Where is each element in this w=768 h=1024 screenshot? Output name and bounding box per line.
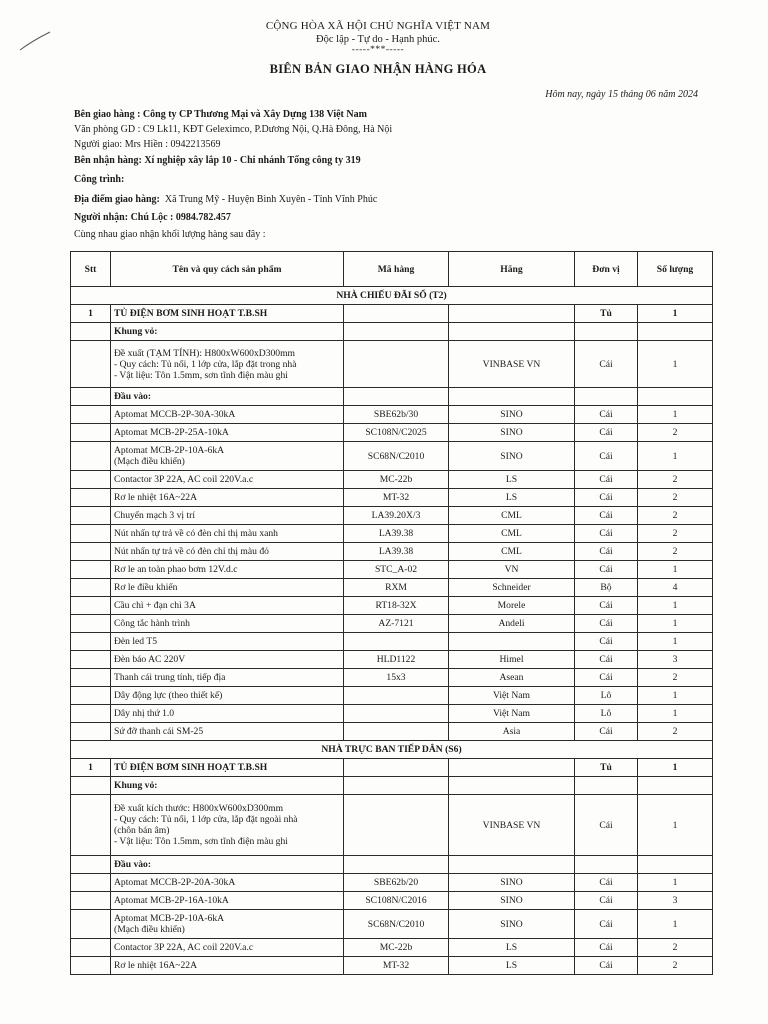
code-cell: SC68N/C2010 (344, 910, 449, 939)
panel-name: TỦ ĐIỆN BƠM SINH HOẠT T.B.SH (111, 759, 344, 777)
brand-cell: CML (449, 525, 575, 543)
stt-cell (71, 597, 111, 615)
unit-cell: Cái (575, 525, 638, 543)
code-cell: SC108N/C2016 (344, 892, 449, 910)
qty-cell (638, 388, 713, 406)
code-cell: SBE62b/20 (344, 874, 449, 892)
stt-cell (71, 723, 111, 741)
stt-cell (71, 669, 111, 687)
brand-cell: LS (449, 957, 575, 975)
receiver-value: Chú Lộc : 0984.782.457 (130, 212, 231, 223)
product-name: Nút nhấn tự trả về có đèn chỉ thị màu đỏ (111, 543, 344, 561)
unit-cell (575, 777, 638, 795)
separator: -----***----- (351, 45, 405, 55)
brand-cell: SINO (449, 910, 575, 939)
unit-cell: Cái (575, 939, 638, 957)
unit-cell: Lô (575, 705, 638, 723)
unit-cell: Cái (575, 651, 638, 669)
group-row (71, 323, 713, 341)
stt-cell (71, 323, 111, 341)
unit-cell: Cái (575, 910, 638, 939)
table-row (71, 489, 713, 507)
document-date: Hôm nay, ngày 15 tháng 06 năm 2024 (545, 89, 698, 100)
code-cell: LA39.20X/3 (344, 507, 449, 525)
qty-cell: 1 (638, 341, 713, 388)
code-cell: MC-22b (344, 471, 449, 489)
stt-cell (71, 388, 111, 406)
unit-cell: Tủ (575, 305, 638, 323)
stt-cell (71, 525, 111, 543)
qty-cell: 1 (638, 687, 713, 705)
table-row (71, 507, 713, 525)
brand-cell: LS (449, 471, 575, 489)
table-row (71, 892, 713, 910)
panel-row (71, 759, 713, 777)
deliverer-line: Người giao: Mrs Hiền : 0942213569 (74, 139, 221, 150)
stt-cell (71, 615, 111, 633)
qty-cell: 2 (638, 543, 713, 561)
table-row (71, 957, 713, 975)
header-qty: Số lượng (638, 252, 713, 287)
code-cell: HLD1122 (344, 651, 449, 669)
stt-cell (71, 489, 111, 507)
table-header-row (71, 252, 713, 287)
qty-cell: 1 (638, 633, 713, 651)
brand-cell: LS (449, 489, 575, 507)
qty-cell: 3 (638, 892, 713, 910)
code-cell (344, 305, 449, 323)
qty-cell: 1 (638, 705, 713, 723)
unit-cell: Cái (575, 543, 638, 561)
qty-cell: 3 (638, 651, 713, 669)
project-line: Công trình: (74, 174, 125, 185)
table-row (71, 525, 713, 543)
unit-cell: Cái (575, 633, 638, 651)
unit-cell: Cái (575, 424, 638, 442)
qty-cell: 2 (638, 424, 713, 442)
table-row (71, 705, 713, 723)
code-cell (344, 795, 449, 856)
buyer-line: Bên nhận hàng: Xí nghiệp xây lắp 10 - Chi nhánh Tổng công ty 319 (74, 155, 361, 166)
table-row (71, 669, 713, 687)
unit-cell: Cái (575, 615, 638, 633)
brand-cell: Andeli (449, 615, 575, 633)
unit-cell (575, 856, 638, 874)
brand-cell: SINO (449, 442, 575, 471)
table-row (71, 633, 713, 651)
unit-cell: Cái (575, 341, 638, 388)
goods-table (70, 251, 713, 975)
unit-cell: Cái (575, 489, 638, 507)
brand-cell: LS (449, 939, 575, 957)
qty-cell: 1 (638, 305, 713, 323)
product-name: Rơ le nhiệt 16A~22A (111, 489, 344, 507)
stt-cell: 1 (71, 759, 111, 777)
code-cell: LA39.38 (344, 543, 449, 561)
qty-cell: 1 (638, 406, 713, 424)
document-title: BIÊN BẢN GIAO NHẬN HÀNG HÓA (269, 62, 487, 76)
brand-cell (449, 856, 575, 874)
qty-cell: 2 (638, 939, 713, 957)
brand-cell: Morele (449, 597, 575, 615)
receiver-line: Người nhận: Chú Lộc : 0984.782.457 (74, 212, 231, 223)
product-name: Công tắc hành trình (111, 615, 344, 633)
code-cell: MT-32 (344, 957, 449, 975)
stt-cell (71, 471, 111, 489)
shell-spec: Đề xuất kích thước: H800xW600xD300mm - Quy cách: Tủ nổi, 1 lớp cửa, lắp đặt ngoài nhà (chôn bán âm) - Vật liệu: Tôn 1.5mm, sơn tĩnh điện màu ghi (111, 795, 344, 856)
brand-cell (449, 777, 575, 795)
product-name: Aptomat MCCB-2P-30A-30kA (111, 406, 344, 424)
product-name: Aptomat MCB-2P-25A-10kA (111, 424, 344, 442)
table-row (71, 939, 713, 957)
product-name: Rơ le nhiệt 16A~22A (111, 957, 344, 975)
qty-cell: 1 (638, 615, 713, 633)
brand-cell: Schneider (449, 579, 575, 597)
brand-cell (449, 759, 575, 777)
qty-cell: 1 (638, 442, 713, 471)
unit-cell: Cái (575, 669, 638, 687)
code-cell: RXM (344, 579, 449, 597)
unit-cell (575, 388, 638, 406)
stt-cell (71, 406, 111, 424)
seller-line: Bên giao hàng : Công ty CP Thương Mại và Xây Dựng 138 Việt Nam (74, 109, 367, 120)
brand-cell (449, 388, 575, 406)
group-label: Đầu vào: (111, 388, 344, 406)
table-body (71, 287, 713, 975)
stt-cell (71, 543, 111, 561)
group-row (71, 856, 713, 874)
product-name: Rơ le điều khiển (111, 579, 344, 597)
qty-cell: 2 (638, 957, 713, 975)
brand-cell: SINO (449, 874, 575, 892)
qty-cell (638, 856, 713, 874)
stt-cell (71, 910, 111, 939)
stt-cell (71, 795, 111, 856)
group-label: Đầu vào: (111, 856, 344, 874)
stt-cell (71, 579, 111, 597)
code-cell: RT18-32X (344, 597, 449, 615)
intro-line: Cùng nhau giao nhận khối lượng hàng sau đây : (74, 229, 266, 240)
shell-spec-row (71, 341, 713, 388)
product-name: Aptomat MCB-2P-10A-6kA (Mạch điều khiển) (111, 910, 344, 939)
brand-cell: CML (449, 507, 575, 525)
code-cell (344, 633, 449, 651)
code-cell (344, 723, 449, 741)
brand-cell: SINO (449, 892, 575, 910)
product-name: Aptomat MCCB-2P-20A-30kA (111, 874, 344, 892)
header-stt: Stt (71, 252, 111, 287)
brand-cell: Việt Nam (449, 705, 575, 723)
unit-cell: Cái (575, 795, 638, 856)
product-name: Đèn báo AC 220V (111, 651, 344, 669)
table-row (71, 651, 713, 669)
table-row (71, 615, 713, 633)
qty-cell: 1 (638, 795, 713, 856)
qty-cell (638, 323, 713, 341)
code-cell (344, 777, 449, 795)
seller-name: Công ty CP Thương Mại và Xây Dựng 138 Việt Nam (142, 109, 367, 120)
product-name: Contactor 3P 22A, AC coil 220V.a.c (111, 471, 344, 489)
brand-cell (449, 305, 575, 323)
product-name: Dây nhị thứ 1.0 (111, 705, 344, 723)
stt-cell: 1 (71, 305, 111, 323)
code-cell: MT-32 (344, 489, 449, 507)
qty-cell: 1 (638, 874, 713, 892)
stt-cell (71, 705, 111, 723)
qty-cell: 2 (638, 507, 713, 525)
table-row (71, 442, 713, 471)
unit-cell: Cái (575, 874, 638, 892)
stt-cell (71, 424, 111, 442)
product-name: Chuyển mạch 3 vị trí (111, 507, 344, 525)
qty-cell: 1 (638, 759, 713, 777)
code-cell: SC108N/C2025 (344, 424, 449, 442)
section-title: NHÀ CHIẾU ĐÃI SỐ (T2) (71, 287, 713, 305)
stt-cell (71, 651, 111, 669)
group-label: Khung vỏ: (111, 323, 344, 341)
brand-cell: VINBASE VN (449, 795, 575, 856)
country-heading: CỘNG HÒA XÃ HỘI CHỦ NGHĨA VIỆT NAM (265, 20, 491, 32)
office-line: Văn phòng GD : C9 Lk11, KĐT Geleximco, P.Dương Nội, Q.Hà Đông, Hà Nội (74, 124, 393, 135)
section-title-row (71, 741, 713, 759)
brand-cell: Việt Nam (449, 687, 575, 705)
stt-cell (71, 561, 111, 579)
table-row (71, 579, 713, 597)
table-row (71, 910, 713, 939)
table-row (71, 471, 713, 489)
header-code: Mã hàng (344, 252, 449, 287)
header-product: Tên và quy cách sản phẩm (111, 252, 344, 287)
code-cell: LA39.38 (344, 525, 449, 543)
unit-cell (575, 323, 638, 341)
table-row (71, 874, 713, 892)
qty-cell: 2 (638, 489, 713, 507)
stt-cell (71, 856, 111, 874)
table-row (71, 597, 713, 615)
qty-cell: 4 (638, 579, 713, 597)
unit-cell: Lô (575, 687, 638, 705)
product-name: Đèn led T5 (111, 633, 344, 651)
unit-cell: Cái (575, 406, 638, 424)
stt-cell (71, 687, 111, 705)
table-row (71, 687, 713, 705)
stt-cell (71, 957, 111, 975)
stt-cell (71, 892, 111, 910)
qty-cell: 2 (638, 471, 713, 489)
product-name: Thanh cái trung tính, tiếp địa (111, 669, 344, 687)
unit-cell: Cái (575, 561, 638, 579)
header-unit: Đơn vị (575, 252, 638, 287)
unit-cell: Cái (575, 723, 638, 741)
stt-cell (71, 874, 111, 892)
unit-cell: Cái (575, 597, 638, 615)
table-row (71, 406, 713, 424)
buyer-name: Xí nghiệp xây lắp 10 - Chi nhánh Tổng công ty 319 (144, 155, 361, 166)
code-cell: SBE62b/30 (344, 406, 449, 424)
brand-cell: VN (449, 561, 575, 579)
table-row (71, 561, 713, 579)
brand-cell (449, 323, 575, 341)
brand-cell: Asia (449, 723, 575, 741)
product-name: Aptomat MCB-2P-10A-6kA (Mạch điều khiển) (111, 442, 344, 471)
product-name: Dây động lực (theo thiết kế) (111, 687, 344, 705)
product-name: Cầu chì + đạn chì 3A (111, 597, 344, 615)
code-cell (344, 323, 449, 341)
qty-cell: 1 (638, 561, 713, 579)
qty-cell: 2 (638, 525, 713, 543)
brand-cell: SINO (449, 424, 575, 442)
brand-cell: CML (449, 543, 575, 561)
brand-cell: Asean (449, 669, 575, 687)
stt-cell (71, 939, 111, 957)
brand-cell (449, 633, 575, 651)
brand-cell: Himel (449, 651, 575, 669)
stt-cell (71, 442, 111, 471)
qty-cell: 1 (638, 597, 713, 615)
product-name: Rơ le an toàn phao bơm 12V.d.c (111, 561, 344, 579)
product-name: Contactor 3P 22A, AC coil 220V.a.c (111, 939, 344, 957)
code-cell: AZ-7121 (344, 615, 449, 633)
table-row (71, 543, 713, 561)
unit-cell: Cái (575, 442, 638, 471)
table-row (71, 424, 713, 442)
unit-cell: Bộ (575, 579, 638, 597)
shell-spec-row (71, 795, 713, 856)
code-cell: 15x3 (344, 669, 449, 687)
stt-cell (71, 777, 111, 795)
motto: Độc lập - Tự do - Hạnh phúc. (316, 34, 440, 45)
code-cell (344, 856, 449, 874)
qty-cell: 2 (638, 669, 713, 687)
table-row (71, 723, 713, 741)
location-value: Xã Trung Mỹ - Huyện Bình Xuyên - Tỉnh Vĩnh Phúc (164, 194, 378, 205)
shell-spec: Đề xuất (TẠM TÍNH): H800xW600xD300mm - Quy cách: Tủ nổi, 1 lớp cửa, lắp đặt trong nhà - Vật liệu: Tôn 1.5mm, sơn tĩnh điện màu ghi (111, 341, 344, 388)
unit-cell: Cái (575, 957, 638, 975)
unit-cell: Cái (575, 471, 638, 489)
unit-cell: Tủ (575, 759, 638, 777)
code-cell: SC68N/C2010 (344, 442, 449, 471)
product-name: Sứ đỡ thanh cái SM-25 (111, 723, 344, 741)
product-name: Aptomat MCB-2P-16A-10kA (111, 892, 344, 910)
section-title-row (71, 287, 713, 305)
section-title: NHÀ TRỰC BAN TIẾP DÂN (S6) (71, 741, 713, 759)
code-cell (344, 759, 449, 777)
stt-cell (71, 633, 111, 651)
location-line: Địa điểm giao hàng: Xã Trung Mỹ - Huyện Bình Xuyên - Tỉnh Vĩnh Phúc (74, 194, 378, 205)
code-cell (344, 388, 449, 406)
brand-cell: VINBASE VN (449, 341, 575, 388)
unit-cell: Cái (575, 892, 638, 910)
brand-cell: SINO (449, 406, 575, 424)
qty-cell: 1 (638, 910, 713, 939)
code-cell: STC_A-02 (344, 561, 449, 579)
panel-row (71, 305, 713, 323)
header-brand: Hãng (449, 252, 575, 287)
code-cell (344, 341, 449, 388)
group-label: Khung vỏ: (111, 777, 344, 795)
code-cell (344, 687, 449, 705)
product-name: Nút nhấn tự trả về có đèn chỉ thị màu xanh (111, 525, 344, 543)
group-row (71, 388, 713, 406)
qty-cell: 2 (638, 723, 713, 741)
code-cell (344, 705, 449, 723)
code-cell: MC-22b (344, 939, 449, 957)
qty-cell (638, 777, 713, 795)
panel-name: TỦ ĐIỆN BƠM SINH HOẠT T.B.SH (111, 305, 344, 323)
group-row (71, 777, 713, 795)
unit-cell: Cái (575, 507, 638, 525)
stt-cell (71, 507, 111, 525)
stt-cell (71, 341, 111, 388)
